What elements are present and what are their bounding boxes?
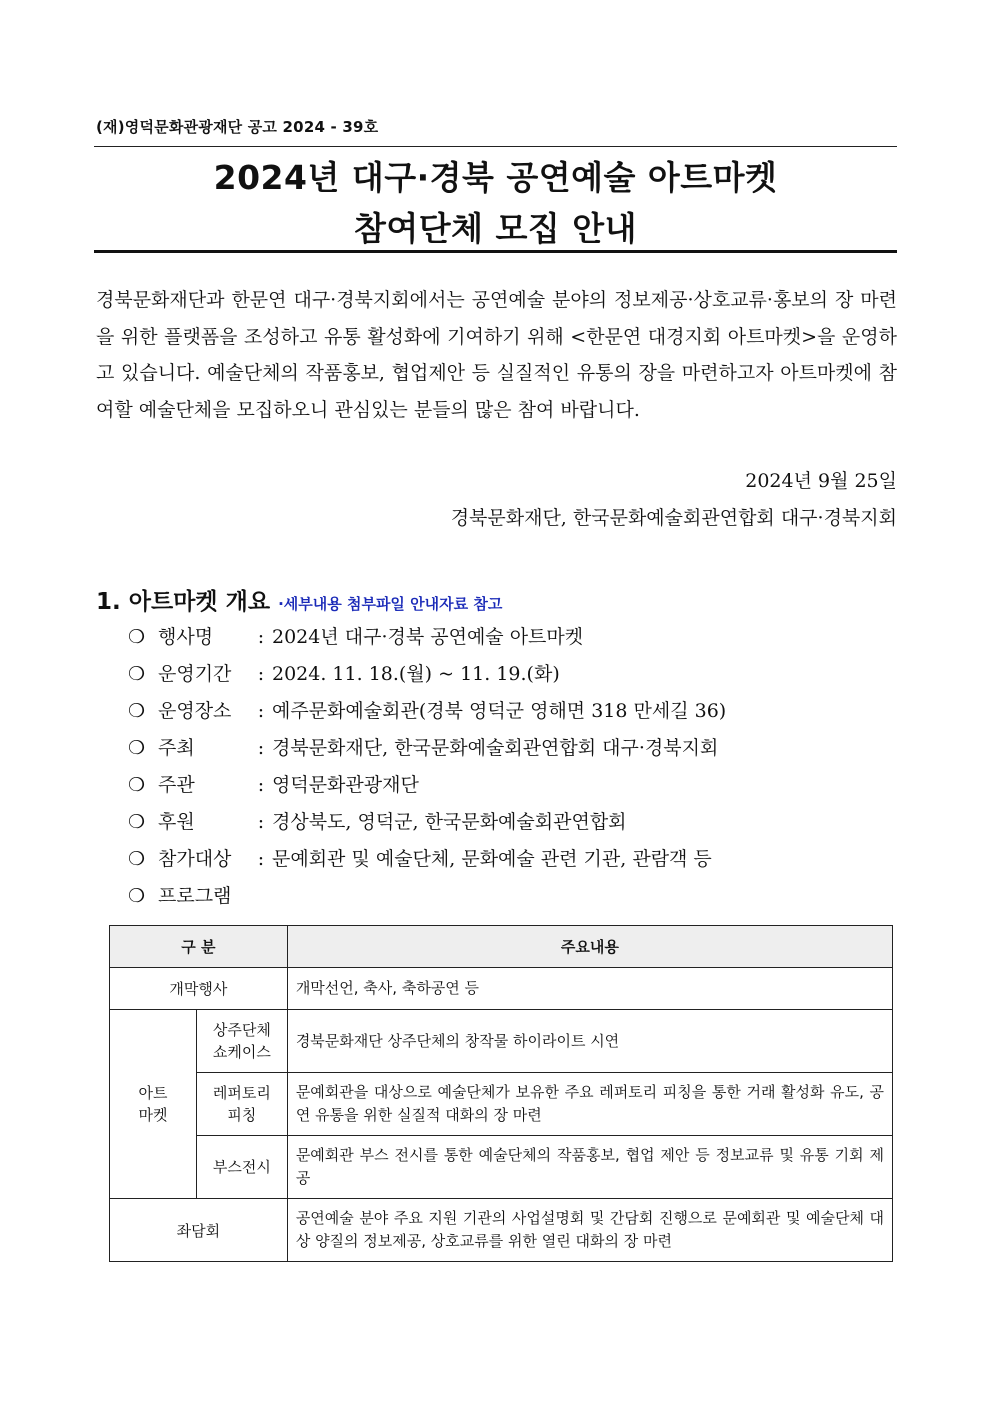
circle-bullet-icon: ❍ (128, 811, 146, 833)
overview-value: 경북문화재단, 한국문화예술회관연합회 대구·경북지회 (272, 737, 719, 759)
artmarket-sub-category: 레퍼토리 피칭 (196, 1073, 287, 1136)
overview-label: 운영장소 (158, 700, 232, 722)
overview-colon: : (257, 811, 265, 833)
header-category: 구 분 (110, 926, 288, 968)
overview-value: 문예회관 및 예술단체, 문화예술 관련 기관, 관람객 등 (272, 848, 712, 870)
header-content: 주요내용 (287, 926, 892, 968)
artmarket-content: 문예회관을 대상으로 예술단체가 보유한 주요 레퍼토리 피칭을 통한 거래 활성화 유도, 공연 유통을 위한 실질적 대화의 장 마련 (287, 1073, 892, 1136)
opening-category: 개막행사 (110, 968, 288, 1010)
overview-item (128, 659, 726, 696)
overview-list (128, 622, 726, 918)
table-row (110, 1010, 893, 1073)
table-header-row (110, 926, 893, 968)
artmarket-content: 경북문화재단 상주단체의 창작물 하이라이트 시연 (287, 1010, 892, 1073)
page-title-line-1: 2024년 대구·경북 공연예술 아트마켓 (213, 158, 778, 197)
overview-item (128, 622, 726, 659)
artmarket-group: 아트 마켓 (110, 1010, 197, 1199)
circle-bullet-icon: ❍ (128, 774, 146, 796)
overview-colon: : (257, 626, 265, 648)
overview-value: 영덕문화관광재단 (272, 774, 419, 796)
table-row (110, 968, 893, 1010)
notice-number: (재)영덕문화관광재단 공고 2024 - 39호 (96, 118, 379, 136)
artmarket-sub-category: 부스전시 (196, 1136, 287, 1199)
overview-item (128, 844, 726, 881)
forum-content: 공연예술 분야 주요 지원 기관의 사업설명회 및 간담회 진행으로 문예회관 및 예술단체 대상 양질의 정보제공, 상호교류를 위한 열린 대화의 장 마련 (287, 1199, 892, 1262)
artmarket-sub-category: 상주단체 쇼케이스 (196, 1010, 287, 1073)
overview-item (128, 696, 726, 733)
intro-paragraph: 경북문화재단과 한문연 대구·경북지회에서는 공연예술 분야의 정보제공·상호교류·홍보의 장 마련을 위한 플랫폼을 조성하고 유통 활성화에 기여하기 위해 <한문연 대경지회 아트마켓>을 운영하고 있습니다. 예술단체의 작품홍보, 협업제안 등 실질적인 유통의 장을 마련하고자 아트마켓에 참여할 예술단체을 모집하오니 관심있는 분들의 많은 참여 바랍니다. (96, 289, 897, 421)
circle-bullet-icon: ❍ (128, 848, 146, 870)
forum-category: 좌담회 (110, 1199, 288, 1262)
overview-value: 예주문화예술회관(경북 영덕군 영해면 318 만세길 36) (272, 700, 727, 722)
program-label: 프로그램 (158, 885, 232, 907)
title-bottom-rule (94, 250, 897, 253)
overview-label: 운영기간 (158, 663, 232, 685)
overview-colon: : (257, 700, 265, 722)
section-heading (96, 583, 502, 616)
overview-item (128, 733, 726, 770)
title-top-rule (94, 146, 897, 147)
overview-item (128, 770, 726, 807)
overview-label: 참가대상 (158, 848, 232, 870)
overview-value: 경상북도, 영덕군, 한국문화예술회관연합회 (272, 811, 627, 833)
opening-content: 개막선언, 축사, 축하공연 등 (287, 968, 892, 1010)
section-note: ·세부내용 첨부파일 안내자료 참고 (278, 595, 503, 613)
circle-bullet-icon: ❍ (128, 626, 146, 648)
notice-issuer: 경북문화재단, 한국문화예술회관연합회 대구·경북지회 (450, 507, 897, 529)
overview-label: 행사명 (158, 626, 214, 648)
overview-value: 2024. 11. 18.(월) ~ 11. 19.(화) (272, 663, 560, 685)
page-title-line-2: 참여단체 모집 안내 (353, 209, 637, 248)
table-row (110, 1136, 893, 1199)
overview-item (128, 807, 726, 844)
overview-label: 주관 (158, 774, 195, 796)
program-table (109, 925, 893, 1262)
overview-value: 2024년 대구·경북 공연예술 아트마켓 (272, 626, 584, 648)
overview-colon: : (257, 737, 265, 759)
overview-colon: : (257, 774, 265, 796)
table-row (110, 1073, 893, 1136)
circle-bullet-icon: ❍ (128, 663, 146, 685)
overview-label: 주최 (158, 737, 195, 759)
section-title: 1. 아트마켓 개요 (96, 589, 271, 615)
circle-bullet-icon: ❍ (128, 737, 146, 759)
overview-colon: : (257, 848, 265, 870)
circle-bullet-icon: ❍ (128, 885, 146, 907)
artmarket-content: 문예회관 부스 전시를 통한 예술단체의 작품홍보, 협업 제안 등 정보교류 및 유통 기회 제공 (287, 1136, 892, 1199)
table-row (110, 1199, 893, 1262)
overview-item (128, 881, 726, 918)
circle-bullet-icon: ❍ (128, 700, 146, 722)
notice-date: 2024년 9월 25일 (745, 470, 897, 492)
overview-colon: : (257, 663, 265, 685)
overview-label: 후원 (158, 811, 195, 833)
